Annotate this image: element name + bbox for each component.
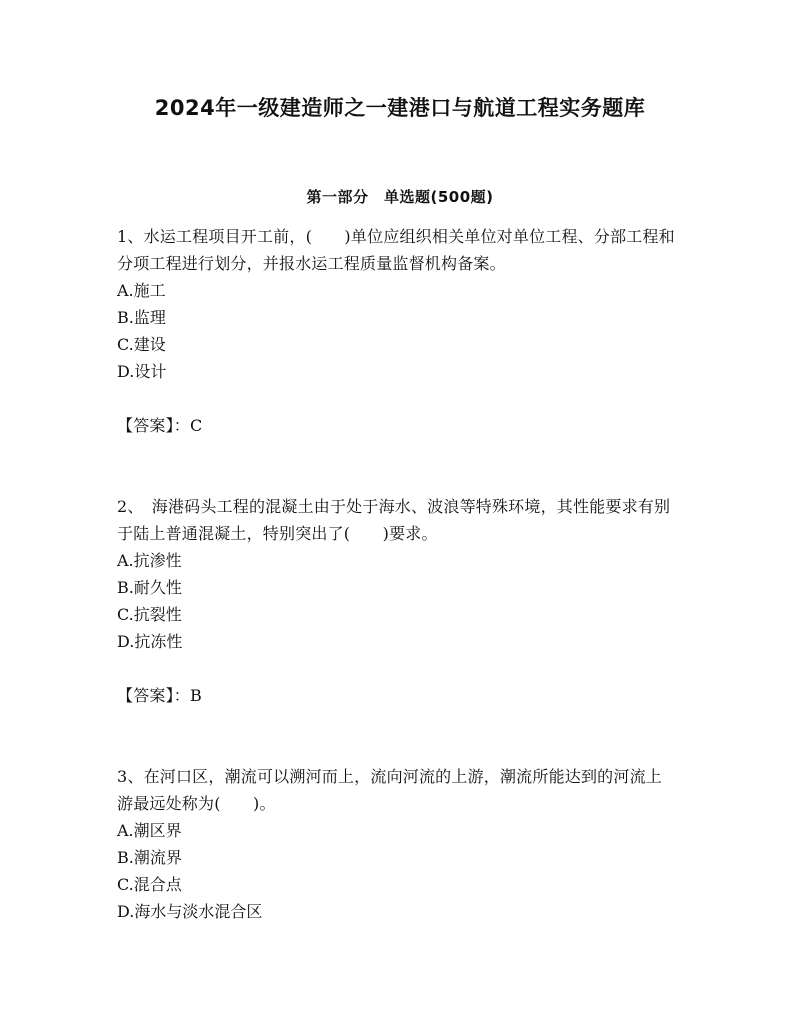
option-d: D.抗冻性 — [117, 632, 183, 651]
section-title: 第一部分 单选题(500题) — [306, 188, 494, 206]
question-2 — [117, 493, 677, 709]
question-3 — [117, 763, 677, 925]
option-c: C.建设 — [117, 335, 166, 354]
option-d: D.设计 — [117, 362, 167, 381]
option-list — [117, 277, 677, 385]
option-d: D.海水与淡水混合区 — [117, 902, 263, 921]
question-list — [117, 223, 677, 925]
option-list — [117, 547, 677, 655]
option-c: C.抗裂性 — [117, 605, 182, 624]
question-text: 2、 海港码头工程的混凝土由于处于海水、波浪等特殊环境，其性能要求有别于陆上普通混凝土，特别突出了( )要求。 — [117, 497, 671, 543]
question-1 — [117, 223, 677, 439]
question-text: 1、水运工程项目开工前，( )单位应组织相关单位对单位工程、分部工程和分项工程进行划分，并报水运工程质量监督机构备案。 — [117, 227, 675, 273]
option-b: B.潮流界 — [117, 848, 182, 867]
answer-text: 【答案】：B — [117, 686, 202, 705]
option-list — [117, 817, 677, 925]
option-a: A.抗渗性 — [117, 551, 182, 570]
document-title: 2024年一级建造师之一建港口与航道工程实务题库 — [154, 96, 646, 120]
answer-text: 【答案】：C — [117, 416, 203, 435]
option-b: B.耐久性 — [117, 578, 182, 597]
option-a: A.施工 — [117, 281, 166, 300]
option-a: A.潮区界 — [117, 821, 182, 840]
option-c: C.混合点 — [117, 875, 182, 894]
question-text: 3、在河口区，潮流可以溯河而上，流向河流的上游，潮流所能达到的河流上游最远处称为( )。 — [117, 767, 662, 813]
option-b: B.监理 — [117, 308, 166, 327]
